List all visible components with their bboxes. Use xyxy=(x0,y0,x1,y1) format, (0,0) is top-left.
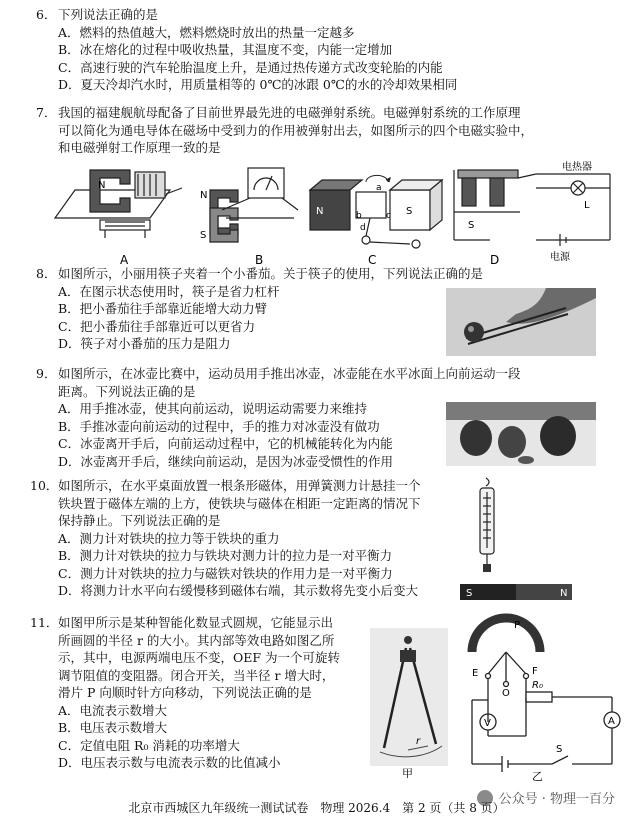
figure-c-c: c xyxy=(386,211,391,221)
option-b: B．测力计对铁块的拉力与铁块对测力计的拉力是一对平衡力 xyxy=(58,548,393,563)
fig-yi-caption: 乙 xyxy=(532,770,543,782)
figure-a-label: A xyxy=(120,253,129,267)
option-c: C．测力计对铁块的拉力与磁铁对铁块的作用力是一对平衡力 xyxy=(58,565,393,581)
question-stem-line: 滑片 P 向顺时针方向移动，下列说法正确的是 xyxy=(58,685,312,700)
figure-b-label: B xyxy=(255,253,264,267)
option-d: D．筷子对小番茄的压力是阻力 xyxy=(58,336,231,351)
compass-figure-jia xyxy=(370,628,448,778)
option-c: C．冰壶离开手后，向前运动过程中，它的机械能转化为内能 xyxy=(58,436,393,451)
option-c: C．高速行驶的汽车轮胎温度上升，是通过热传递方式改变轮胎的内能 xyxy=(58,59,443,75)
figure-c-b: b xyxy=(356,211,362,221)
option-a: A．电流表示数增大 xyxy=(58,702,168,718)
watermark-text: 公众号 · 物理一百分 xyxy=(498,792,615,807)
question-stem-line: 如图所示，在冰壶比赛中，运动员用手推出冰壶，冰壶能在水平冰面上向前运动一段 xyxy=(58,366,521,381)
circuit-figure-yi xyxy=(452,612,624,782)
figure-a-n: N xyxy=(98,180,106,191)
option-a: A．测力计对铁块的拉力等于铁块的重力 xyxy=(58,530,280,546)
question-stem-line: 调节阻值的变阻器。闭合开关，当半径 r 增大时， xyxy=(58,667,335,683)
question-number: 7． xyxy=(36,105,57,120)
label-v: V xyxy=(484,718,491,729)
label-f: F xyxy=(532,666,538,677)
q7-figures xyxy=(50,160,620,272)
question-stem-line: 如图甲所示是某种智能化数显式圆规，它能显示出 xyxy=(58,615,334,630)
question-stem-line: 示，其中，电源两端电压不变，OEF 为一个可旋转 xyxy=(58,650,341,665)
label-s: S xyxy=(556,744,563,755)
label-a: A xyxy=(608,716,615,727)
question-stem-line: 我国的福建舰航母配备了目前世界最先进的电磁弹射系统。电磁弹射系统的工作原理 xyxy=(58,105,521,120)
question-number: 11． xyxy=(30,615,59,630)
curling-photo xyxy=(446,402,596,466)
option-b: B．把小番茄往手部靠近能增大动力臂 xyxy=(58,301,268,316)
option-c: C．定值电阻 R₀ 消耗的功率增大 xyxy=(58,737,240,753)
magnet-n-label: N xyxy=(560,588,568,599)
figure-d-heater: 电热器 xyxy=(562,162,592,173)
question-number: 9． xyxy=(36,366,57,381)
option-d: D．将测力计水平向右缓慢移到磁体右端，其示数将先变小后变大 xyxy=(58,583,419,598)
question-7 xyxy=(30,104,626,157)
option-a: A．在图示状态使用时，筷子是省力杠杆 xyxy=(58,283,280,299)
question-stem-line: 如图所示，在水平桌面放置一根条形磁体，用弹簧测力计悬挂一个 xyxy=(58,478,421,493)
spring-scale-figure xyxy=(456,476,584,608)
figure-b-s: S xyxy=(200,230,207,241)
option-b: B．电压表示数增大 xyxy=(58,720,168,735)
figure-c-d: d xyxy=(360,223,366,233)
figure-d-l: L xyxy=(584,200,590,211)
option-d: D．冰壶离开手后，继续向前运动，是因为冰壶受惯性的作用 xyxy=(58,453,394,469)
figure-d-power: 电源 xyxy=(550,252,570,263)
page-footer: 北京市西城区九年级统一测试试卷 物理 2026.4 第 2 页（共 8 页） xyxy=(128,801,505,815)
question-stem: 如图所示，小丽用筷子夹着一个小番茄。关于筷子的使用，下列说法正确的是 xyxy=(58,266,484,281)
chopsticks-photo xyxy=(446,288,596,356)
option-d: D．夏天冷却汽水时，用质量相等的 0℃的冰跟 0℃的水的冷却效果相同 xyxy=(58,77,458,92)
figure-b-n: N xyxy=(200,190,208,201)
figure-c-n: N xyxy=(316,206,324,217)
option-c: C．把小番茄往手部靠近可以更省力 xyxy=(58,318,256,334)
fig-jia-caption: 甲 xyxy=(402,767,413,778)
question-6 xyxy=(30,6,626,94)
figure-c-a: a xyxy=(376,183,382,193)
figure-d-s: S xyxy=(468,220,475,231)
question-number: 10． xyxy=(30,478,59,493)
figure-b xyxy=(210,168,298,242)
figure-c-label: C xyxy=(368,253,377,267)
option-b: B．手推冰壶向前运动的过程中，手的推力对冰壶没有做功 xyxy=(58,418,380,434)
figure-d-label: D xyxy=(490,253,500,267)
question-stem-line: 保持静止。下列说法正确的是 xyxy=(58,513,221,528)
question-stem-line: 所画圆的半径 r 的大小。其内部等效电路如图乙所 xyxy=(58,632,335,648)
question-number: 8． xyxy=(36,266,57,281)
question-11 xyxy=(30,614,360,772)
label-e: E xyxy=(472,668,479,679)
magnet-s-label: S xyxy=(466,588,473,599)
figure-a xyxy=(55,170,182,238)
question-stem-line: 和电磁弹射工作原理一致的是 xyxy=(58,140,221,155)
option-a: A．燃料的热值越大，燃料燃烧时放出的热量一定越多 xyxy=(58,24,355,40)
label-p: P xyxy=(514,620,521,631)
compass-r-label: r xyxy=(416,736,421,747)
label-o: O xyxy=(502,688,510,699)
figure-c-s: S xyxy=(406,206,413,217)
label-r0: R₀ xyxy=(532,680,543,691)
option-d: D．电压表示数与电流表示数的比值减小 xyxy=(58,755,281,770)
question-stem: 下列说法正确的是 xyxy=(58,7,159,22)
question-stem-line: 铁块置于磁体左端的上方，使铁块与磁体在相距一定距离的情况下 xyxy=(58,495,421,511)
option-b: B．冰在熔化的过程中吸收热量，其温度不变，内能一定增加 xyxy=(58,42,393,57)
question-stem-line: 可以简化为通电导体在磁场中受到力的作用被弹射出去，如图所示的四个电磁实验中， xyxy=(58,122,534,138)
question-number: 6． xyxy=(36,7,57,22)
option-a: A．用手推冰壶，使其向前运动，说明运动需要力来维持 xyxy=(58,401,368,416)
question-stem-line: 距离。下列说法正确的是 xyxy=(58,383,196,399)
